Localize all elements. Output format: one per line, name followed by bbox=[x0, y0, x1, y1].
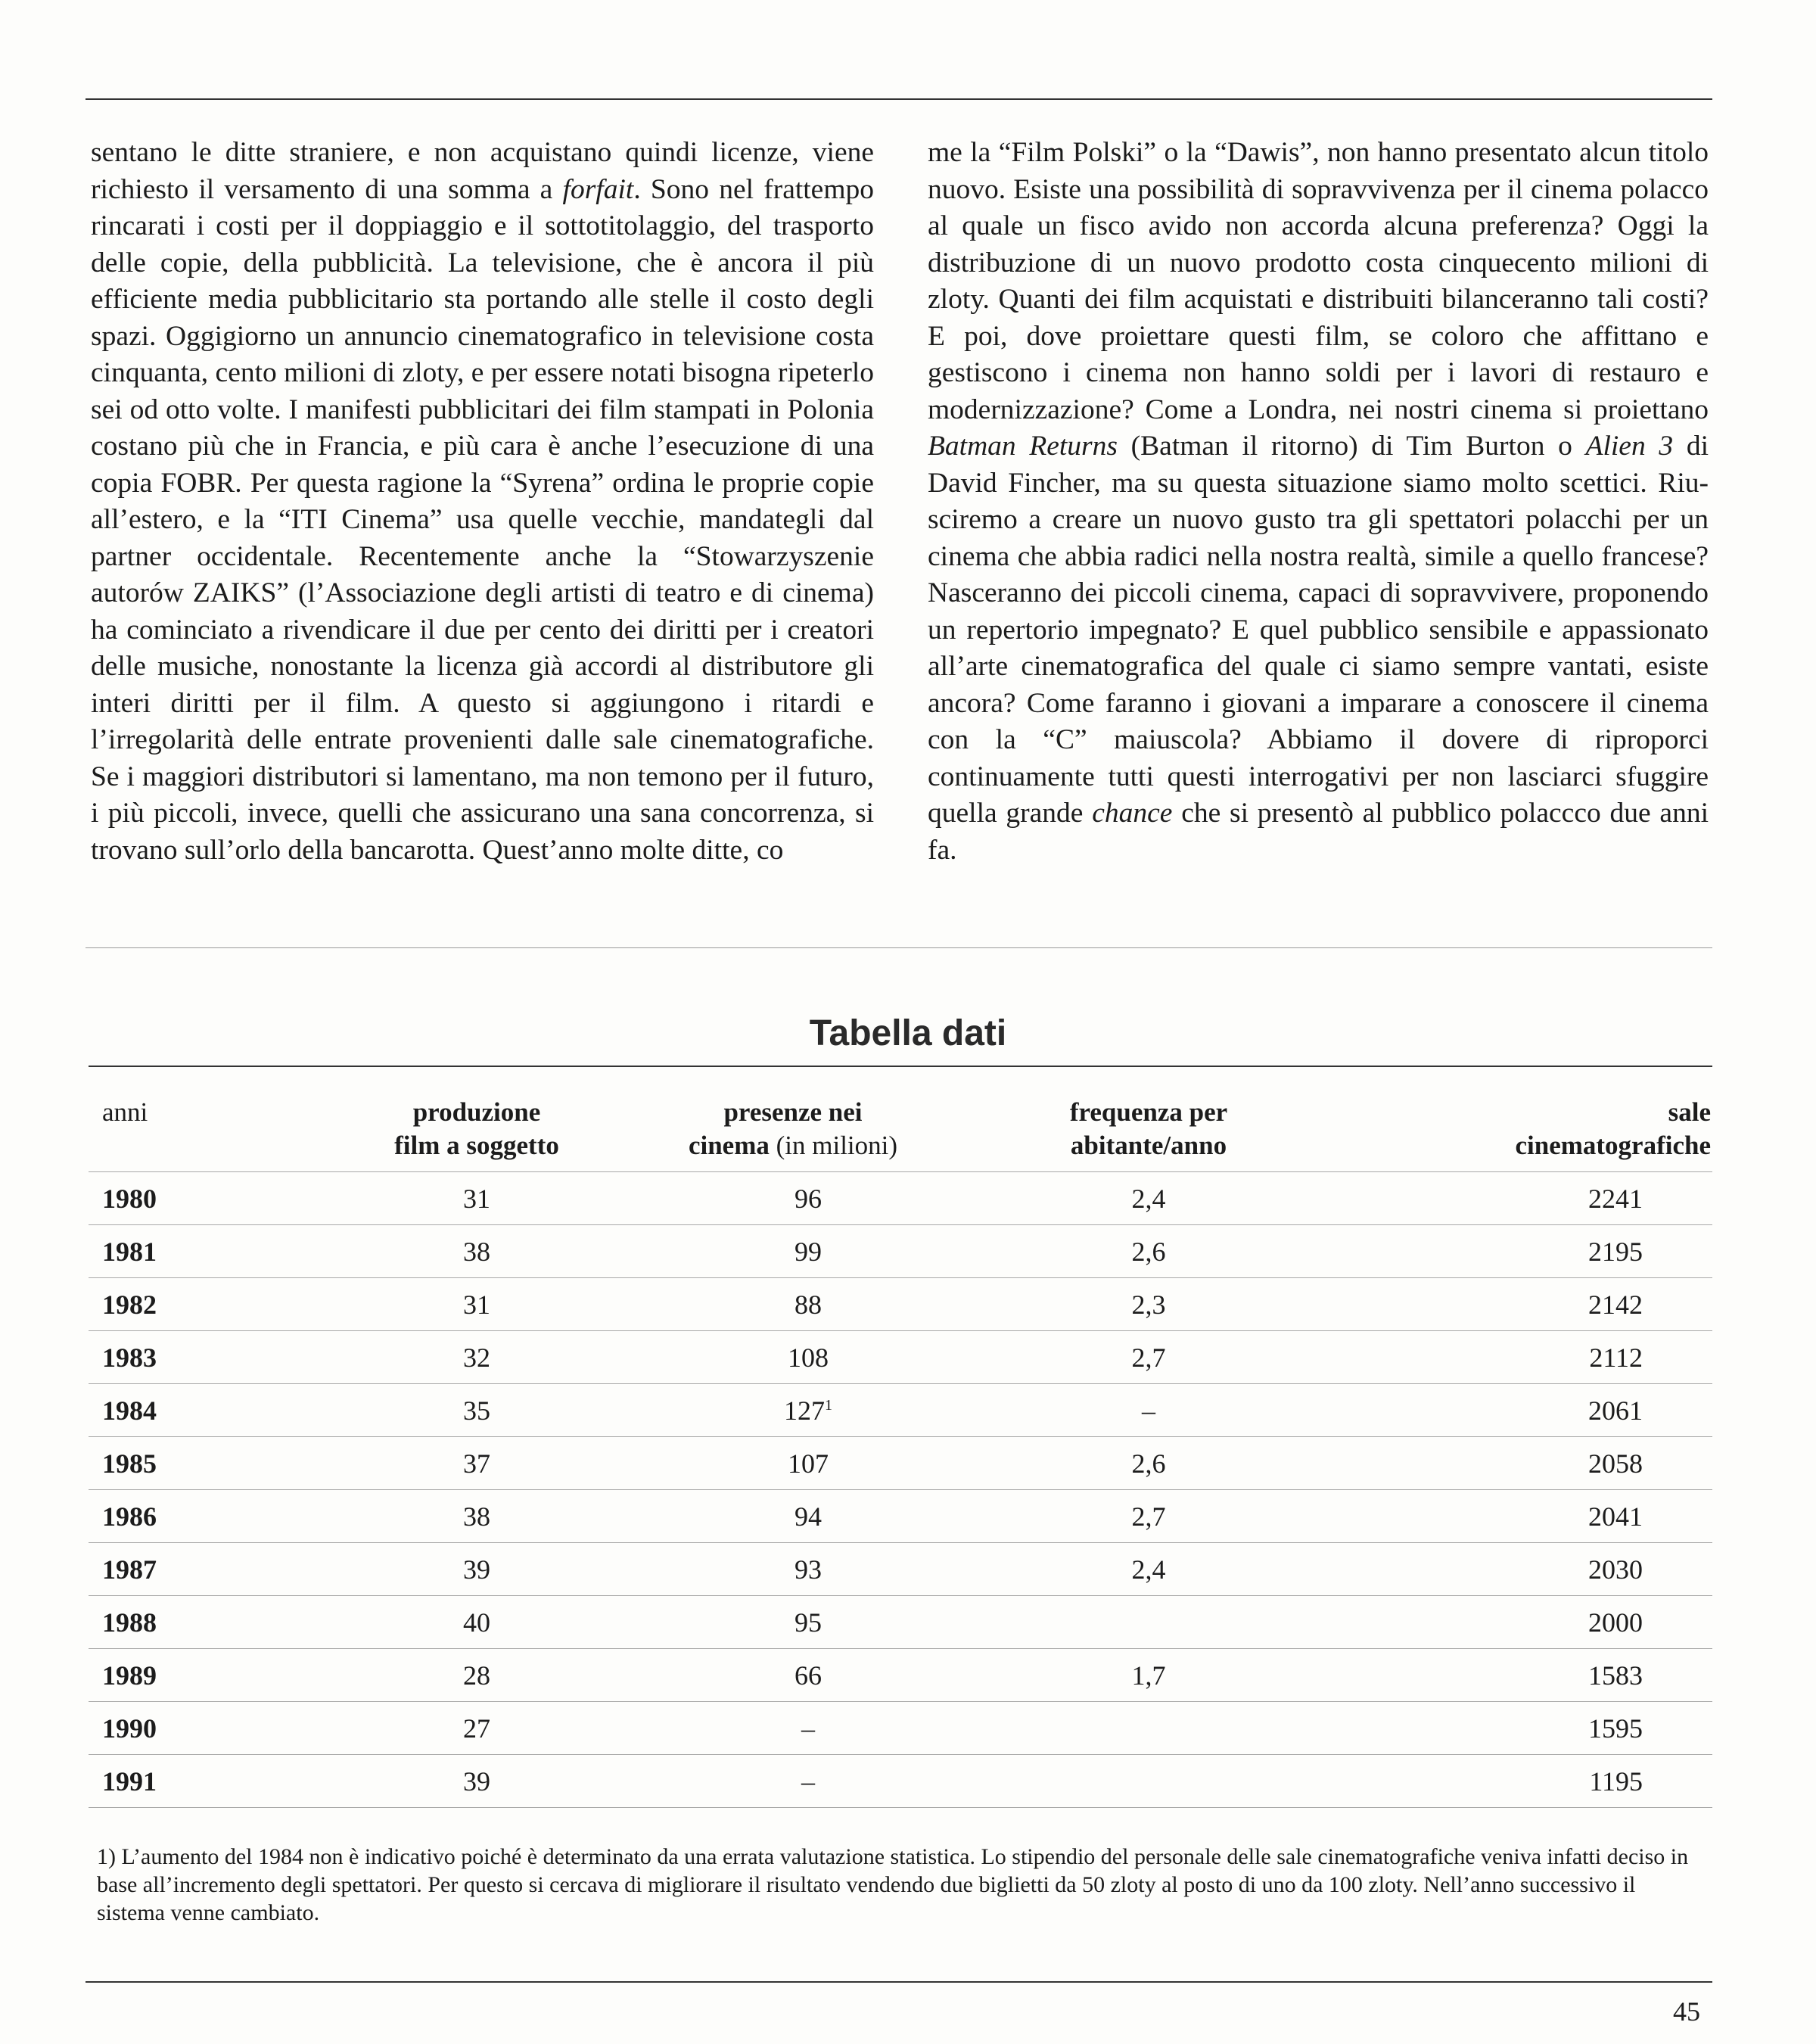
cell-produzione: 32 bbox=[338, 1331, 615, 1384]
cell-frequenza: 2,7 bbox=[971, 1490, 1326, 1543]
cell-produzione: 27 bbox=[338, 1702, 615, 1755]
cell-presenze bbox=[615, 1384, 971, 1437]
cell-frequenza bbox=[971, 1596, 1326, 1649]
table-row bbox=[89, 1755, 1712, 1808]
table-row bbox=[89, 1278, 1712, 1331]
header-presenze bbox=[615, 1096, 971, 1172]
table-row bbox=[89, 1596, 1712, 1649]
text-run: me la “Film Polski” o la “Dawis”, non hanno presentato alcun titolo nuovo. Esiste una possibilità di sopravvivenza per il cinema polacco al quale un fisco avido non accorda alcuna preferenza? Oggi la distribuzione di un nuovo prodotto costa cinquecento milioni di zloty. Quanti dei film acquistati e distribuiti bilanceranno tali costi? E poi, dove proiettare questi film, se coloro che affittano e gestiscono i cinema non hanno soldi per i lavori di restauro e modernizzazione? Come a Londra, nei nostri cinema si proiettano bbox=[928, 137, 1709, 425]
table-title: Tabella dati bbox=[809, 1013, 1007, 1053]
paragraph-left bbox=[91, 135, 874, 869]
cell-anno: 1990 bbox=[89, 1702, 338, 1755]
data-table bbox=[89, 1096, 1712, 1808]
cell-presenze: 108 bbox=[615, 1331, 971, 1384]
cell-sale: 2061 bbox=[1326, 1384, 1712, 1437]
cell-produzione: 40 bbox=[338, 1596, 615, 1649]
header-sale bbox=[1326, 1096, 1712, 1172]
cell-presenze: 94 bbox=[615, 1490, 971, 1543]
table-row bbox=[89, 1172, 1712, 1225]
header-text: presenze nei bbox=[723, 1097, 863, 1127]
cell-produzione: 39 bbox=[338, 1755, 615, 1808]
page-number: 45 bbox=[1673, 1996, 1700, 2027]
header-text: cinematografiche bbox=[1515, 1131, 1711, 1160]
cell-anno: 1985 bbox=[89, 1437, 338, 1490]
cell-anno: 1989 bbox=[89, 1649, 338, 1702]
section-divider bbox=[86, 947, 1712, 948]
cell-sale: 1595 bbox=[1326, 1702, 1712, 1755]
cell-frequenza: 2,4 bbox=[971, 1543, 1326, 1596]
cell-anno: 1984 bbox=[89, 1384, 338, 1437]
cell-produzione: 31 bbox=[338, 1172, 615, 1225]
cell-frequenza: 2,3 bbox=[971, 1278, 1326, 1331]
table-row bbox=[89, 1490, 1712, 1543]
table-row bbox=[89, 1649, 1712, 1702]
header-text: frequenza per bbox=[1069, 1097, 1228, 1127]
cell-produzione: 37 bbox=[338, 1437, 615, 1490]
header-text: cinema bbox=[688, 1131, 770, 1160]
article-column-left bbox=[91, 135, 874, 869]
cell-produzione: 35 bbox=[338, 1384, 615, 1437]
header-frequenza bbox=[971, 1096, 1326, 1172]
text-run: che si presentò al pubblico polaccco due anni fa. bbox=[928, 798, 1709, 866]
cell-frequenza: 2,7 bbox=[971, 1331, 1326, 1384]
cell-frequenza: – bbox=[971, 1384, 1326, 1437]
table-footnote: 1) L’aumento del 1984 non è indicativo poiché è determinato da una errata valutazione statistica. Lo stipendio del personale delle sale cinematografiche veniva infatti deciso in base all’incremento degli spettatori. Per questo si cercava di migliorare il risultato vendendo due biglietti da 50 zloty al posto di uno da 100 zloty. Nell’anno successivo il sistema venne cambiato. bbox=[97, 1844, 1689, 1925]
cell-produzione: 39 bbox=[338, 1543, 615, 1596]
footnote-marker: 1 bbox=[825, 1396, 832, 1414]
cell-sale: 2241 bbox=[1326, 1172, 1712, 1225]
cell-frequenza bbox=[971, 1755, 1326, 1808]
cell-presenze: 95 bbox=[615, 1596, 971, 1649]
header-text: produzione bbox=[412, 1097, 541, 1127]
cell-sale: 2030 bbox=[1326, 1543, 1712, 1596]
header-text: sale bbox=[1668, 1097, 1711, 1127]
cell-sale: 2112 bbox=[1326, 1331, 1712, 1384]
article-column-right bbox=[928, 135, 1709, 869]
cell-presenze: 99 bbox=[615, 1225, 971, 1278]
data-table-container bbox=[89, 1096, 1712, 1808]
cell-presenze: – bbox=[615, 1755, 971, 1808]
text-run: (Batman il ritorno) di Tim Burton o bbox=[1118, 431, 1586, 462]
table-row bbox=[89, 1225, 1712, 1278]
cell-frequenza: 1,7 bbox=[971, 1649, 1326, 1702]
cell-produzione: 28 bbox=[338, 1649, 615, 1702]
header-produzione bbox=[338, 1096, 615, 1172]
cell-anno: 1980 bbox=[89, 1172, 338, 1225]
italic-title: Alien 3 bbox=[1585, 431, 1674, 462]
cell-sale: 1195 bbox=[1326, 1755, 1712, 1808]
header-anni bbox=[89, 1096, 338, 1172]
cell-presenze: – bbox=[615, 1702, 971, 1755]
cell-presenze: 88 bbox=[615, 1278, 971, 1331]
cell-presenze: 96 bbox=[615, 1172, 971, 1225]
cell-frequenza: 2,6 bbox=[971, 1225, 1326, 1278]
cell-sale: 1583 bbox=[1326, 1649, 1712, 1702]
table-row bbox=[89, 1702, 1712, 1755]
cell-anno: 1987 bbox=[89, 1543, 338, 1596]
cell-frequenza: 2,4 bbox=[971, 1172, 1326, 1225]
cell-frequenza bbox=[971, 1702, 1326, 1755]
table-header-row bbox=[89, 1096, 1712, 1172]
table-row bbox=[89, 1543, 1712, 1596]
cell-sale: 2041 bbox=[1326, 1490, 1712, 1543]
cell-sale: 2000 bbox=[1326, 1596, 1712, 1649]
cell-produzione: 31 bbox=[338, 1278, 615, 1331]
header-subtext: (in milioni) bbox=[776, 1131, 898, 1160]
cell-presenze-value: 127 bbox=[784, 1395, 825, 1426]
table-row bbox=[89, 1384, 1712, 1437]
cell-anno: 1983 bbox=[89, 1331, 338, 1384]
text-run: di David Fincher, ma su questa situazione siamo molto scettici. Riusciremo a creare un nuovo gusto tra gli spettatori polacchi per un cinema che abbia radici nella nostra realtà, simile a quello francese? Nasceranno dei piccoli cinema, capaci di sopravvivere, proponendo un repertorio impegnato? E quel pubblico sensibile e appassionato all’arte cinematografica del quale ci siamo sempre vantati, esiste ancora? Come faranno i giovani a imparare a conoscere il cinema con la “C” maiuscola? Abbiamo il dovere di riproporci continuamente tutti questi interrogativi per non lasciarci sfuggire quella grande bbox=[928, 431, 1709, 829]
cell-anno: 1982 bbox=[89, 1278, 338, 1331]
top-rule bbox=[86, 98, 1712, 100]
header-text: abitante/anno bbox=[1070, 1131, 1227, 1160]
italic-term: forfait bbox=[562, 173, 634, 205]
cell-anno: 1991 bbox=[89, 1755, 338, 1808]
paragraph-right bbox=[928, 135, 1709, 869]
cell-presenze: 66 bbox=[615, 1649, 971, 1702]
cell-presenze: 93 bbox=[615, 1543, 971, 1596]
cell-frequenza: 2,6 bbox=[971, 1437, 1326, 1490]
bottom-rule bbox=[86, 1981, 1712, 1983]
cell-anno: 1988 bbox=[89, 1596, 338, 1649]
header-text: film a soggetto bbox=[394, 1131, 559, 1160]
cell-sale: 2058 bbox=[1326, 1437, 1712, 1490]
cell-produzione: 38 bbox=[338, 1490, 615, 1543]
cell-sale: 2195 bbox=[1326, 1225, 1712, 1278]
text-run: sentano le ditte straniere, e non acquistano quindi licenze, viene richiesto il versamento di una somma a bbox=[91, 137, 874, 205]
table-row bbox=[89, 1437, 1712, 1490]
text-run: . Sono nel frattempo rincarati i costi per il doppiaggio e il sottotitolaggio, del trasporto delle copie, della pubblicità. La televisione, che è ancora il più efficiente media pubblicitario sta portando alle stelle il costo degli spazi. Oggigiorno un annuncio cinematografico in televisione costa cinquanta, cento milioni di zloty, e per essere notati bisogna ripeterlo sei od otto volte. I manifesti pubblicitari dei film stampati in Polonia costano più che in Francia, e più cara è anche l’esecuzione di una copia FOBR. Per questa ragione la “Syrena” ordina le proprie copie all’estero, e la “ITI Cinema” usa quelle vecchie, mandategli dal partner occidentale. Recentemente anche la “Stowarzyszenie autorów ZAIKS” (l’Associazione degli artisti di teatro e di cinema) ha cominciato a rivendicare il due per cento dei diritti per i creatori delle musiche, nonostante la licenza già accordi al distributore gli interi diritti per il film. A questo si aggiungono i ritardi e l’irregolarità delle entrate provenienti dalle sale cinematografiche. Se i maggiori distributori si lamentano, ma non temono per il futuro, i più piccoli, invece, quelli che assicurano una sana concorrenza, si trovano sull’orlo della bancarotta. Quest’anno molte ditte, co bbox=[91, 173, 874, 866]
cell-presenze: 107 bbox=[615, 1437, 971, 1490]
cell-produzione: 38 bbox=[338, 1225, 615, 1278]
header-text: anni bbox=[102, 1097, 148, 1127]
cell-anno: 1986 bbox=[89, 1490, 338, 1543]
cell-sale: 2142 bbox=[1326, 1278, 1712, 1331]
italic-title: Batman Returns bbox=[928, 431, 1118, 462]
table-row bbox=[89, 1331, 1712, 1384]
italic-term: chance bbox=[1092, 798, 1173, 829]
table-top-rule bbox=[89, 1066, 1712, 1067]
cell-anno: 1981 bbox=[89, 1225, 338, 1278]
